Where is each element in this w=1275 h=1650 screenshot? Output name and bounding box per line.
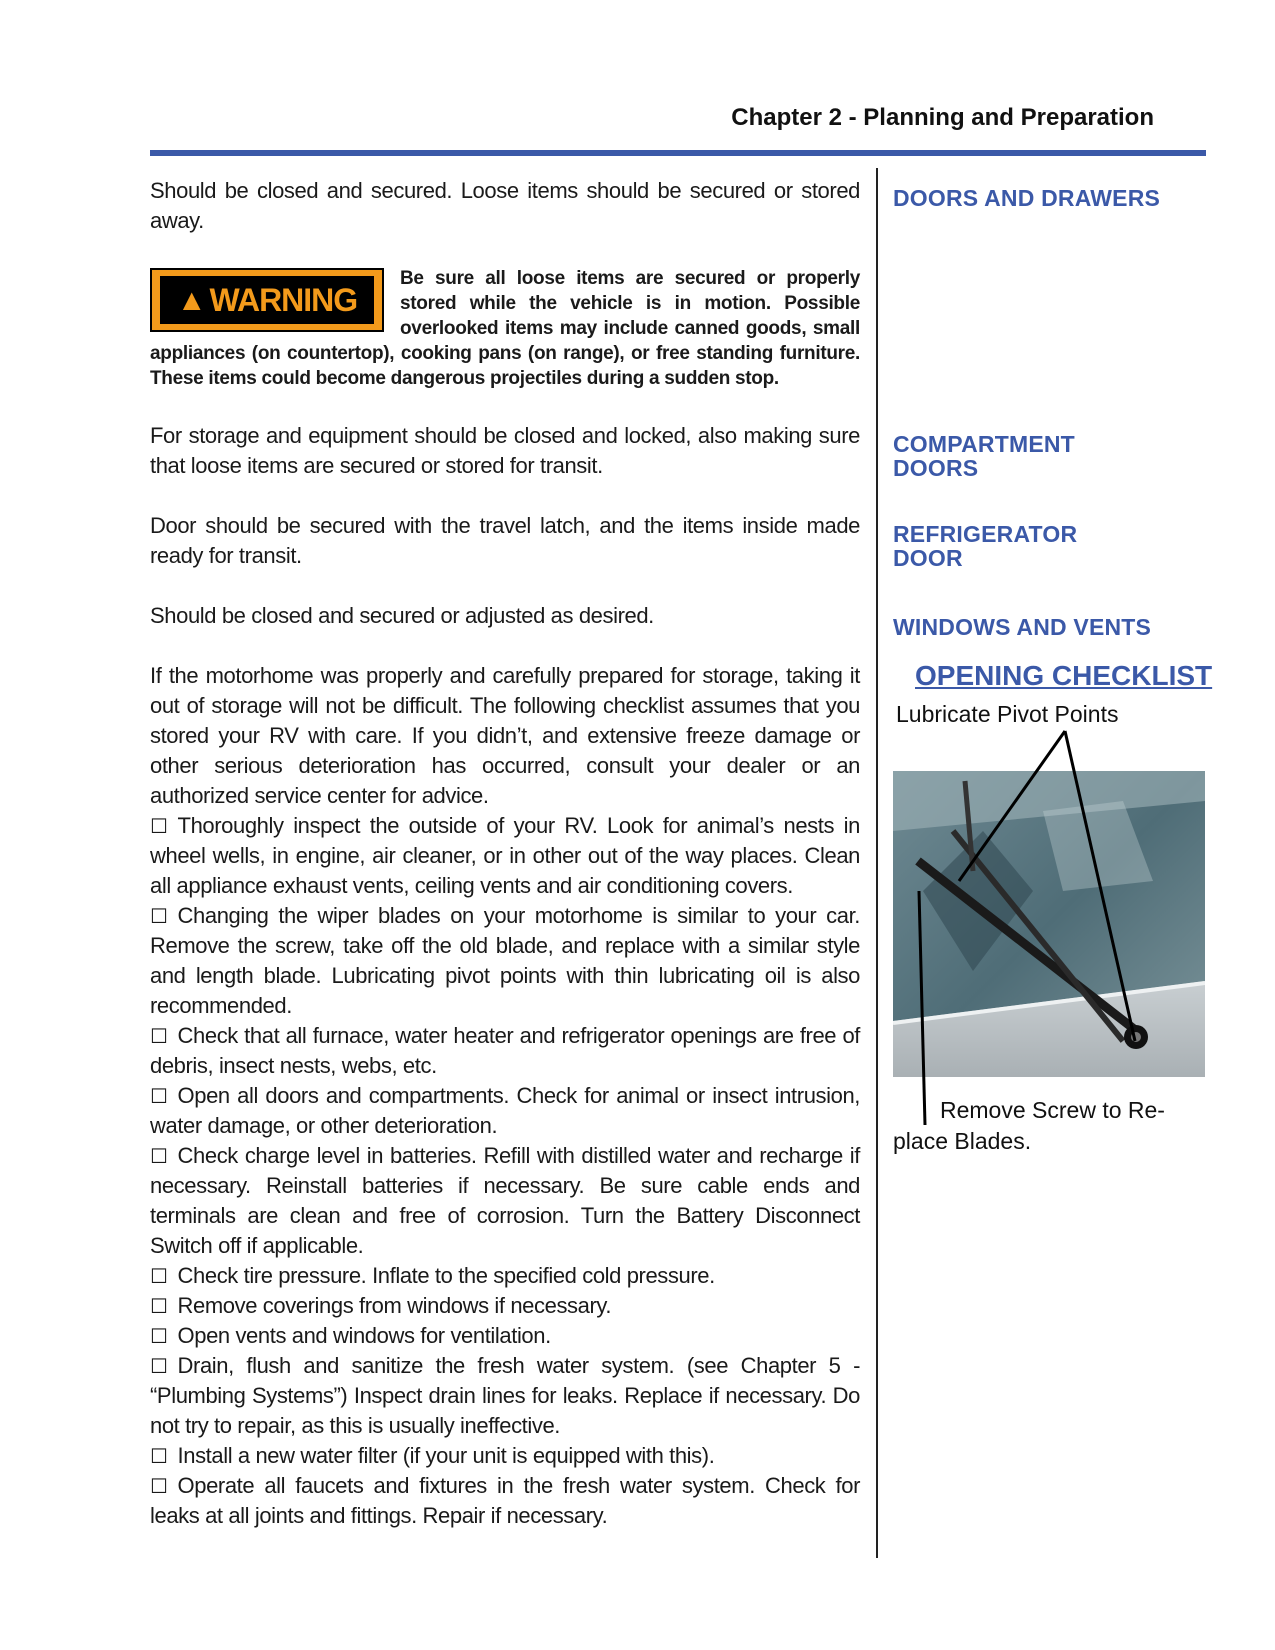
heading-doors-and-drawers: DOORS AND DRAWERS xyxy=(893,185,1161,211)
callout-lines xyxy=(893,725,1205,1131)
opening-checklist-heading: OPENING CHECKLIST xyxy=(915,660,1213,691)
checkbox-icon: ☐ xyxy=(150,1324,168,1348)
warning-triangle-icon: ▲ xyxy=(176,283,206,317)
heading-compartment-doors: COMPARTMENT DOORS xyxy=(893,431,1075,481)
main-column xyxy=(150,176,860,1531)
checklist-item: ☐ Install a new water filter (if your unit is equipped with this). xyxy=(150,1441,860,1471)
header-rule xyxy=(150,150,1206,156)
checklist-item: ☐ Open all doors and compartments. Check for animal or insect intrusion, water damage, or other deterioration. xyxy=(150,1083,860,1138)
opening-paragraph: If the motorhome was properly and carefully prepared for storage, taking it out of storage will not be difficult. The following checklist assumes that you stored your RV with care. If you didn’t, and extensive freeze damage or other serious deterioration has occurred, consult your dealer or an authorized service center for advice. xyxy=(150,663,860,808)
checklist-item: ☐ Operate all faucets and fixtures in the fresh water system. Check for leaks at all joints and fittings. Repair if necessary. xyxy=(150,1473,860,1528)
compartment-paragraph: For storage and equipment should be closed and locked, also making sure that loose items are secured or stored for transit. xyxy=(150,423,860,478)
warning-badge xyxy=(150,268,384,332)
checkbox-icon: ☐ xyxy=(150,1084,168,1108)
checklist-item: ☐ Thoroughly inspect the outside of your RV. Look for animal’s nests in wheel wells, in engine, air cleaner, or in other out of the way places. Clean all appliance exhaust vents, ceiling vents and air conditioning covers. xyxy=(150,813,860,898)
caption-remove-screw-line1: Remove Screw to Re- xyxy=(940,1097,1165,1123)
caption-lubricate-pivot-points: Lubricate Pivot Points xyxy=(896,701,1119,727)
checkbox-icon: ☐ xyxy=(150,1444,168,1468)
warning-text: Be sure all loose items are secured or properly stored while the vehicle is in motion. Possible overlooked items may include canned goods, small appliances (on countertop), cooking pans (on range), or free standing furniture. These items could become dangerous projectiles during a sudden stop. xyxy=(150,268,860,389)
warning-block xyxy=(150,266,860,391)
checklist-item: ☐ Changing the wiper blades on your motorhome is similar to your car. Remove the screw, take off the old blade, and replace with a similar style and length blade. Lubricating pivot points with thin lubricating oil is also recommended. xyxy=(150,903,860,1018)
checkbox-icon: ☐ xyxy=(150,1024,168,1048)
column-divider xyxy=(876,168,878,1558)
warning-badge-label: WARNING xyxy=(209,281,358,318)
heading-windows-and-vents: WINDOWS AND VENTS xyxy=(893,614,1152,640)
checklist-item: ☐ Remove coverings from windows if necessary. xyxy=(150,1291,860,1321)
checkbox-icon: ☐ xyxy=(150,1294,168,1318)
chapter-title: Chapter 2 - Planning and Preparation xyxy=(731,104,1154,131)
checkbox-icon: ☐ xyxy=(150,814,168,838)
heading-refrigerator-door: REFRIGERATOR DOOR xyxy=(893,521,1078,571)
caption-remove-screw-line2: place Blades. xyxy=(893,1128,1032,1154)
checkbox-icon: ☐ xyxy=(150,1264,168,1288)
checklist-item: ☐ Check charge level in batteries. Refill with distilled water and recharge if necessary. Reinstall batteries if necessary. Be sure cable ends and terminals are clean and free of corrosion. Turn the Battery Disconnect Switch off if applicable. xyxy=(150,1143,860,1258)
doors-paragraph: Should be closed and secured. Loose items should be secured or stored away. xyxy=(150,178,860,233)
checklist-item: ☐ Check that all furnace, water heater and refrigerator openings are free of debris, insect nests, webs, etc. xyxy=(150,1023,860,1078)
checkbox-icon: ☐ xyxy=(150,1354,168,1378)
checklist-item: ☐ Drain, flush and sanitize the fresh water system. (see Chapter 5 - “Plumbing Systems”) Inspect drain lines for leaks. Replace if necessary. Do not try to repair, as this is usually ineffective. xyxy=(150,1353,860,1438)
refrigerator-paragraph: Door should be secured with the travel latch, and the items inside made ready for transit. xyxy=(150,513,860,568)
checklist-item: ☐ Check tire pressure. Inflate to the specified cold pressure. xyxy=(150,1261,860,1291)
checklist-item: ☐ Open vents and windows for ventilation. xyxy=(150,1321,860,1351)
checkbox-icon: ☐ xyxy=(150,904,168,928)
checkbox-icon: ☐ xyxy=(150,1144,168,1168)
checkbox-icon: ☐ xyxy=(150,1474,168,1498)
windows-paragraph: Should be closed and secured or adjusted as desired. xyxy=(150,603,654,628)
